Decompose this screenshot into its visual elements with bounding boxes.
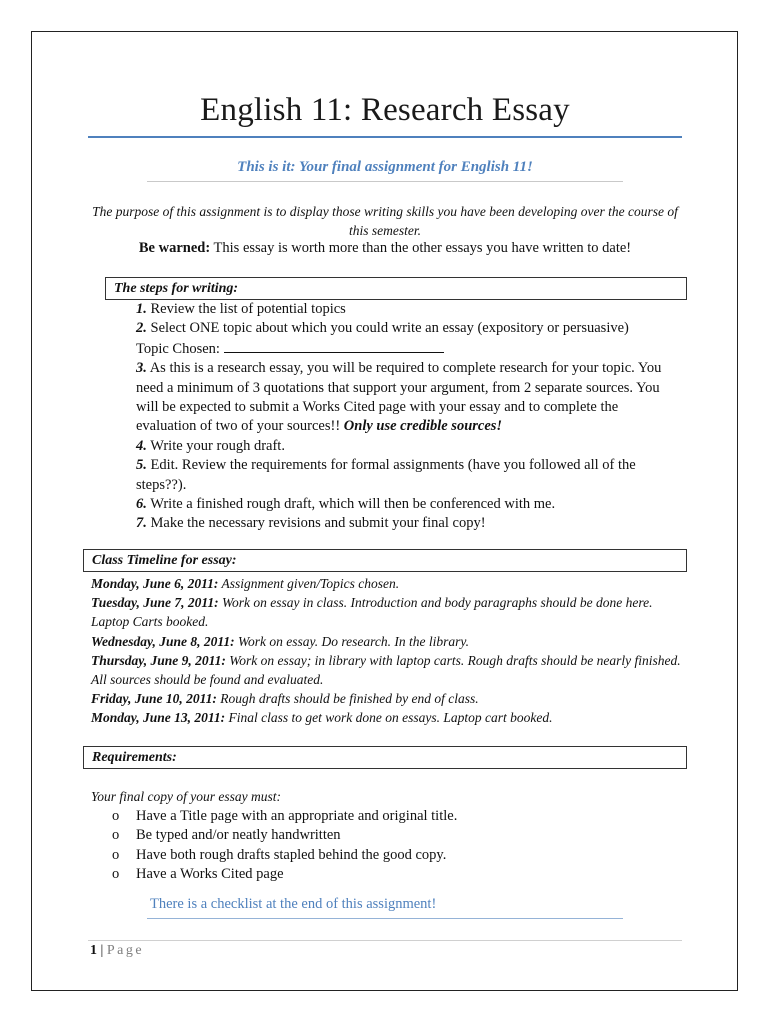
timeline-date: Thursday, June 9, 2011: [91, 652, 226, 668]
timeline-text: Assignment given/Topics chosen. [218, 576, 400, 591]
step-text: Make the necessary revisions and submit your final copy! [146, 515, 486, 532]
timeline-entry [91, 632, 681, 651]
step-item [136, 319, 676, 338]
title-rule [88, 136, 682, 138]
credible-sources-emphasis: Only use credible sources! [343, 418, 503, 435]
timeline-date: Tuesday, June 7, 2011: [91, 595, 219, 611]
step-number: 7. [136, 515, 147, 532]
purpose-statement: The purpose of this assignment is to display those writing skills you have been developing over the course of this semester. [92, 204, 678, 238]
requirement-item [112, 807, 457, 826]
timeline-text: Work on essay. Do research. In the library. [234, 633, 469, 649]
step-number: 5. [136, 457, 147, 474]
timeline-date: Monday, June 6, 2011: [91, 576, 219, 591]
timeline-entry [91, 708, 681, 727]
checklist-note: There is a checklist at the end of this assignment! [150, 896, 437, 912]
topic-chosen-label: Topic Chosen: [136, 340, 224, 357]
step-number: 4. [136, 437, 147, 454]
step-item [136, 359, 676, 437]
bullet-icon: o [112, 827, 120, 844]
step-text: Select ONE topic about which you could write an essay (expository or persuasive) [146, 320, 629, 337]
timeline-text: Final class to get work done on essays. Laptop cart booked. [225, 710, 553, 726]
requirements-intro: Your final copy of your essay must: [91, 789, 281, 804]
step-text: Edit. Review the requirements for formal assignments (have you followed all of the steps??). [136, 457, 636, 493]
bullet-icon: o [112, 846, 120, 863]
timeline-heading: Class Timeline for essay: [83, 549, 687, 572]
topic-chosen-blank[interactable] [224, 339, 444, 353]
step-item [136, 456, 676, 495]
requirement-text: Have both rough drafts stapled behind the good copy. [136, 846, 447, 863]
page-label: Page [106, 943, 145, 958]
page-separator: | [97, 943, 107, 958]
step-item [136, 514, 676, 533]
subtitle-rule [147, 181, 623, 182]
warning-label: Be warned: [138, 240, 211, 256]
timeline-entry [91, 593, 681, 631]
step-text: Review the list of potential topics [146, 301, 346, 317]
requirement-item [112, 826, 457, 845]
timeline-entry [91, 689, 681, 708]
step-number: 6. [136, 496, 147, 513]
requirement-text: Have a Works Cited page [136, 866, 284, 883]
requirement-text: Have a Title page with an appropriate and original title. [136, 808, 458, 824]
timeline-text: Work on essay in class. Introduction and body paragraphs should be done here. Laptop Carts booked. [91, 595, 653, 630]
step-text: Write a finished rough draft, which will then be conferenced with me. [146, 496, 556, 513]
requirement-item [112, 865, 457, 884]
steps-heading: The steps for writing: [105, 277, 687, 300]
step-number: 1. [136, 301, 147, 317]
topic-chosen-line [136, 339, 676, 359]
footer-rule [88, 940, 682, 941]
timeline-text: Work on essay; in library with laptop carts. Rough drafts should be nearly finished. All sources should be found and evaluated. [91, 652, 681, 688]
timeline-date: Friday, June 10, 2011: [91, 691, 217, 707]
step-number: 2. [136, 320, 147, 337]
checklist-rule [147, 918, 623, 919]
timeline-date: Monday, June 13, 2011: [91, 710, 226, 726]
warning-statement [88, 239, 682, 258]
page-number: 1 [90, 943, 97, 958]
step-item [136, 437, 676, 456]
subtitle: This is it: Your final assignment for English 11! [237, 159, 533, 175]
timeline-list [91, 574, 681, 728]
requirement-item [112, 846, 457, 865]
timeline-date: Wednesday, June 8, 2011: [91, 633, 235, 649]
step-text: As this is a research essay, you will be required to complete research for your topic. You need a minimum of 3 quotations that support your argument, from 2 separate sources. You will be expected to submit a Works Cited page with your essay and to complete the evaluation of two of your sources!! [136, 360, 662, 435]
requirements-heading: Requirements: [83, 746, 687, 769]
document-title: English 11: Research Essay [200, 92, 570, 128]
steps-list [136, 300, 676, 534]
timeline-entry [91, 574, 681, 593]
step-item [136, 300, 676, 319]
step-item [136, 495, 676, 514]
step-number: 3. [136, 360, 147, 377]
bullet-icon: o [112, 808, 120, 824]
warning-text: This essay is worth more than the other essays you have written to date! [210, 240, 632, 256]
step-text: Write your rough draft. [146, 437, 285, 454]
timeline-text: Rough drafts should be finished by end of class. [216, 691, 479, 707]
requirement-text: Be typed and/or neatly handwritten [136, 827, 341, 844]
timeline-entry [91, 651, 681, 689]
requirements-list [112, 807, 457, 885]
bullet-icon: o [112, 866, 120, 883]
page-footer [90, 943, 144, 959]
